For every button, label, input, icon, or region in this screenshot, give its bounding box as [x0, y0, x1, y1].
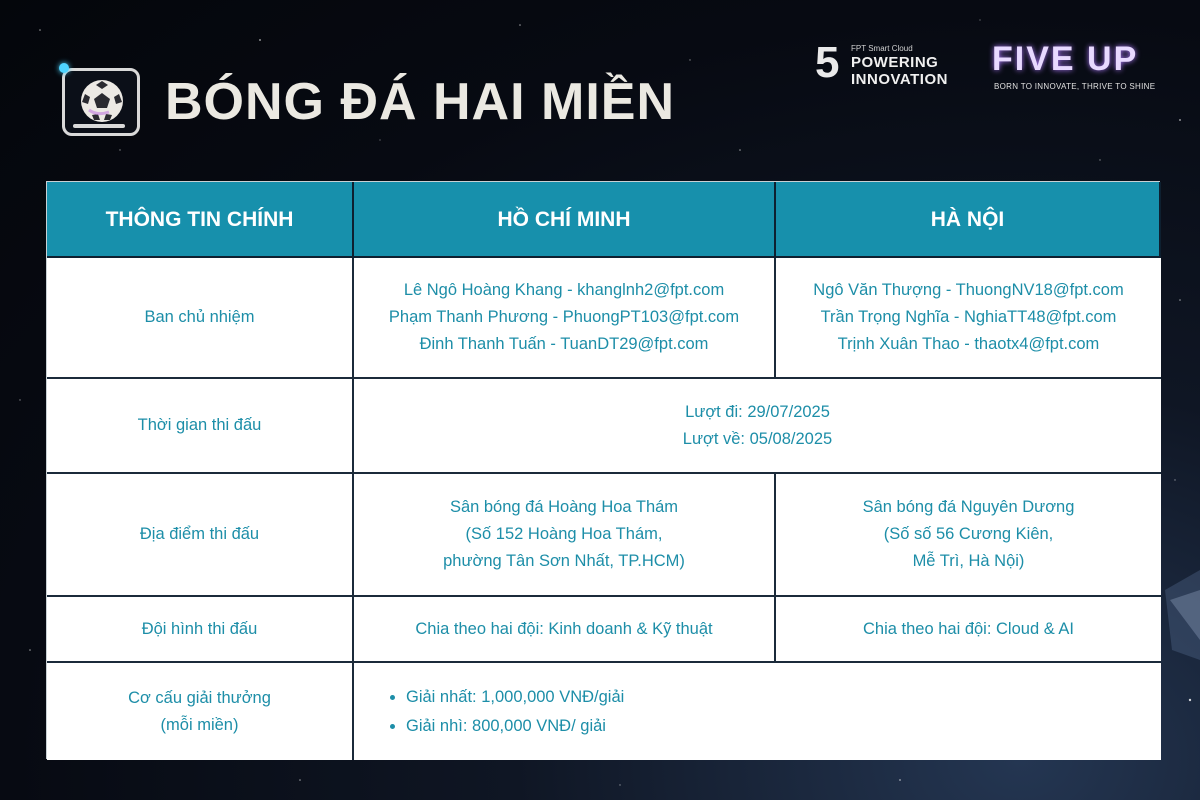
venue-hcm-line: Sân bóng đá Hoàng Hoa Thám	[449, 498, 679, 516]
soccer-ball-icon	[62, 68, 140, 136]
row-label-committee: Ban chủ nhiệm	[47, 258, 354, 379]
venue-hn-line: Sân bóng đá Nguyên Dương	[862, 498, 1075, 516]
schedule-first-leg: Lượt đi: 29/07/2025	[685, 402, 830, 421]
committee-hn-member: Trần Trọng Nghĩa - NghiaTT48@fpt.com	[820, 308, 1117, 326]
venue-hn-line: (Số số 56 Cương Kiên,	[883, 525, 1054, 543]
row-label-prizes-line: (mỗi miền)	[160, 715, 239, 734]
committee-hcm	[354, 258, 776, 379]
header-cell-hcm: HỒ CHÍ MINH	[354, 182, 776, 258]
five-up-logo	[992, 40, 1162, 92]
committee-hn-member: Ngô Văn Thượng - ThuongNV18@fpt.com	[813, 281, 1124, 299]
committee-hcm-member: Đinh Thanh Tuấn - TuanDT29@fpt.com	[419, 335, 709, 353]
logo-five-up-name: FIVE UP	[992, 40, 1139, 78]
venue-hn-line: Mễ Trì, Hà Nội)	[912, 552, 1025, 570]
prize-list	[390, 683, 624, 741]
logo-line-powering: POWERING	[851, 54, 939, 71]
committee-hn-member: Trịnh Xuân Thao - thaotx4@fpt.com	[837, 335, 1100, 353]
teams-hn: Chia theo hai đội: Cloud & AI	[776, 597, 1161, 663]
logo-five-up-tagline: BORN TO INNOVATE, THRIVE TO SHINE	[994, 82, 1156, 91]
glow-dot-icon	[59, 63, 69, 73]
row-label-venue: Địa điểm thi đấu	[47, 474, 354, 597]
header-cell-main-info: THÔNG TIN CHÍNH	[47, 182, 354, 258]
prize-first: • Giải nhất: 1,000,000 VNĐ/giải	[406, 683, 624, 712]
row-label-teams: Đội hình thi đấu	[47, 597, 354, 663]
icon-underline	[73, 124, 125, 128]
row-label-prizes	[47, 663, 354, 760]
logo-brand-line: FPT Smart Cloud	[851, 44, 913, 53]
row-label-schedule: Thời gian thi đấu	[47, 379, 354, 474]
prize-second: • Giải nhì: 800,000 VNĐ/ giải	[406, 712, 624, 741]
committee-hcm-member: Phạm Thanh Phương - PhuongPT103@fpt.com	[388, 308, 740, 326]
schedule-second-leg: Lượt về: 05/08/2025	[682, 429, 833, 448]
header-cell-hn: HÀ NỘI	[776, 182, 1161, 258]
page-title: BÓNG ĐÁ HAI MIỀN	[165, 73, 675, 131]
teams-hcm: Chia theo hai đội: Kinh doanh & Kỹ thuật	[354, 597, 776, 663]
info-table	[46, 181, 1160, 759]
fpt-smart-cloud-logo	[815, 40, 960, 92]
schedule-shared	[354, 379, 1161, 474]
soccer-ball-graphic	[79, 78, 125, 124]
venue-hcm-line: (Số 152 Hoàng Hoa Thám,	[465, 525, 663, 543]
prizes-shared	[354, 663, 1161, 760]
venue-hcm-line: phường Tân Sơn Nhất, TP.HCM)	[443, 552, 685, 570]
committee-hcm-member: Lê Ngô Hoàng Khang - khanglnh2@fpt.com	[403, 281, 725, 299]
row-label-prizes-line: Cơ cấu giải thưởng	[128, 688, 271, 707]
committee-hn	[776, 258, 1161, 379]
venue-hn	[776, 474, 1161, 597]
logo-line-innovation: INNOVATION	[851, 71, 948, 88]
logo-five-years-number: 5	[815, 38, 840, 87]
venue-hcm	[354, 474, 776, 597]
